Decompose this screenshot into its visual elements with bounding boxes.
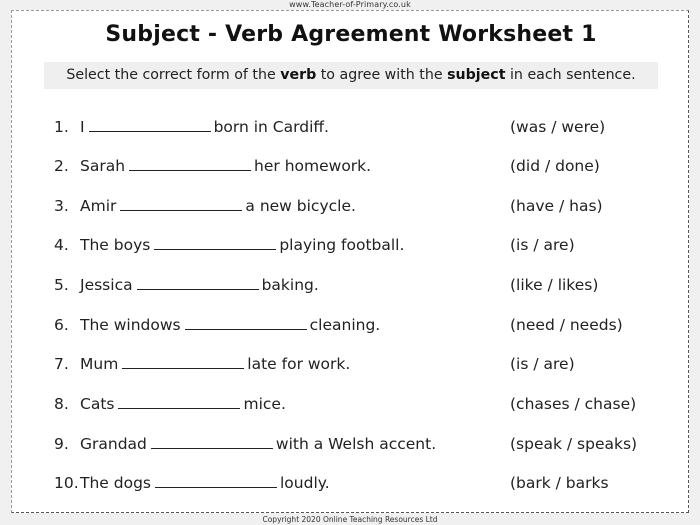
question-sentence (80, 194, 356, 218)
question-sentence (80, 432, 436, 456)
question-row (12, 233, 690, 257)
verb-options: (was / were) (510, 118, 606, 136)
sentence-rest: mice. (243, 395, 286, 413)
sentence-subject: Cats (80, 395, 115, 413)
question-sentence (80, 154, 371, 178)
question-row (12, 432, 690, 456)
question-number: 9. (54, 435, 69, 453)
sentence-subject: Mum (80, 355, 119, 373)
answer-blank[interactable] (154, 233, 276, 250)
instruction-text: Select the correct form of the (66, 67, 281, 83)
verb-options: (speak / speaks) (510, 435, 638, 453)
sentence-rest: baking. (261, 276, 319, 294)
question-row (12, 392, 690, 416)
copyright-footer: Copyright 2020 Online Teaching Resources Ltd (262, 515, 438, 524)
verb-options: (chases / chase) (510, 395, 637, 413)
question-number: 4. (54, 236, 69, 254)
question-sentence (80, 471, 330, 495)
question-sentence (80, 233, 404, 257)
answer-blank[interactable] (122, 352, 244, 369)
verb-options: (need / needs) (510, 316, 623, 334)
verb-options: (did / done) (510, 157, 600, 175)
instruction-text: in each sentence. (505, 67, 636, 83)
question-number: 10. (54, 474, 79, 492)
question-number: 8. (54, 395, 69, 413)
sentence-rest: playing football. (279, 236, 405, 254)
verb-options: (like / likes) (510, 276, 599, 294)
sentence-subject: Sarah (80, 157, 126, 175)
instruction-banner (44, 62, 658, 89)
sentence-rest: late for work. (247, 355, 351, 373)
question-sentence (80, 115, 329, 139)
verb-options: (is / are) (510, 236, 575, 254)
answer-blank[interactable] (185, 313, 307, 330)
sentence-subject: The windows (80, 316, 181, 334)
question-sentence (80, 313, 380, 337)
instruction-keyword-verb: verb (280, 67, 317, 83)
sentence-subject: I (80, 118, 85, 136)
question-number: 5. (54, 276, 69, 294)
worksheet-page (11, 10, 689, 513)
worksheet-title: Subject - Verb Agreement Worksheet 1 (105, 22, 597, 47)
question-number: 3. (54, 197, 69, 215)
question-row (12, 352, 690, 376)
sentence-rest: a new bicycle. (245, 197, 356, 215)
verb-options: (have / has) (510, 197, 603, 215)
sentence-subject: Amir (80, 197, 117, 215)
question-row (12, 471, 690, 495)
answer-blank[interactable] (151, 432, 273, 449)
answer-blank[interactable] (129, 154, 251, 171)
sentence-subject: Grandad (80, 435, 147, 453)
question-row (12, 115, 690, 139)
answer-blank[interactable] (120, 194, 242, 211)
answer-blank[interactable] (137, 273, 259, 290)
sentence-rest: with a Welsh accent. (275, 435, 437, 453)
sentence-subject: The boys (80, 236, 151, 254)
sentence-rest: born in Cardiff. (213, 118, 329, 136)
sentence-rest: cleaning. (309, 316, 381, 334)
sentence-rest: her homework. (254, 157, 372, 175)
site-url: www.Teacher-of-Primary.co.uk (289, 0, 411, 9)
question-row (12, 194, 690, 218)
sentence-subject: The dogs (80, 474, 151, 492)
question-sentence (80, 352, 350, 376)
instruction-text: to agree with the (316, 67, 448, 83)
question-number: 2. (54, 157, 69, 175)
question-row (12, 313, 690, 337)
sentence-rest: loudly. (280, 474, 330, 492)
sentence-subject: Jessica (80, 276, 133, 294)
verb-options: (bark / barks (510, 474, 609, 492)
question-sentence (80, 273, 319, 297)
verb-options: (is / are) (510, 355, 575, 373)
instruction-keyword-subject: subject (447, 67, 506, 83)
answer-blank[interactable] (89, 115, 211, 132)
question-sentence (80, 392, 286, 416)
question-number: 1. (54, 118, 69, 136)
answer-blank[interactable] (118, 392, 240, 409)
question-number: 6. (54, 316, 69, 334)
question-row (12, 154, 690, 178)
answer-blank[interactable] (155, 471, 277, 488)
question-row (12, 273, 690, 297)
question-number: 7. (54, 355, 69, 373)
